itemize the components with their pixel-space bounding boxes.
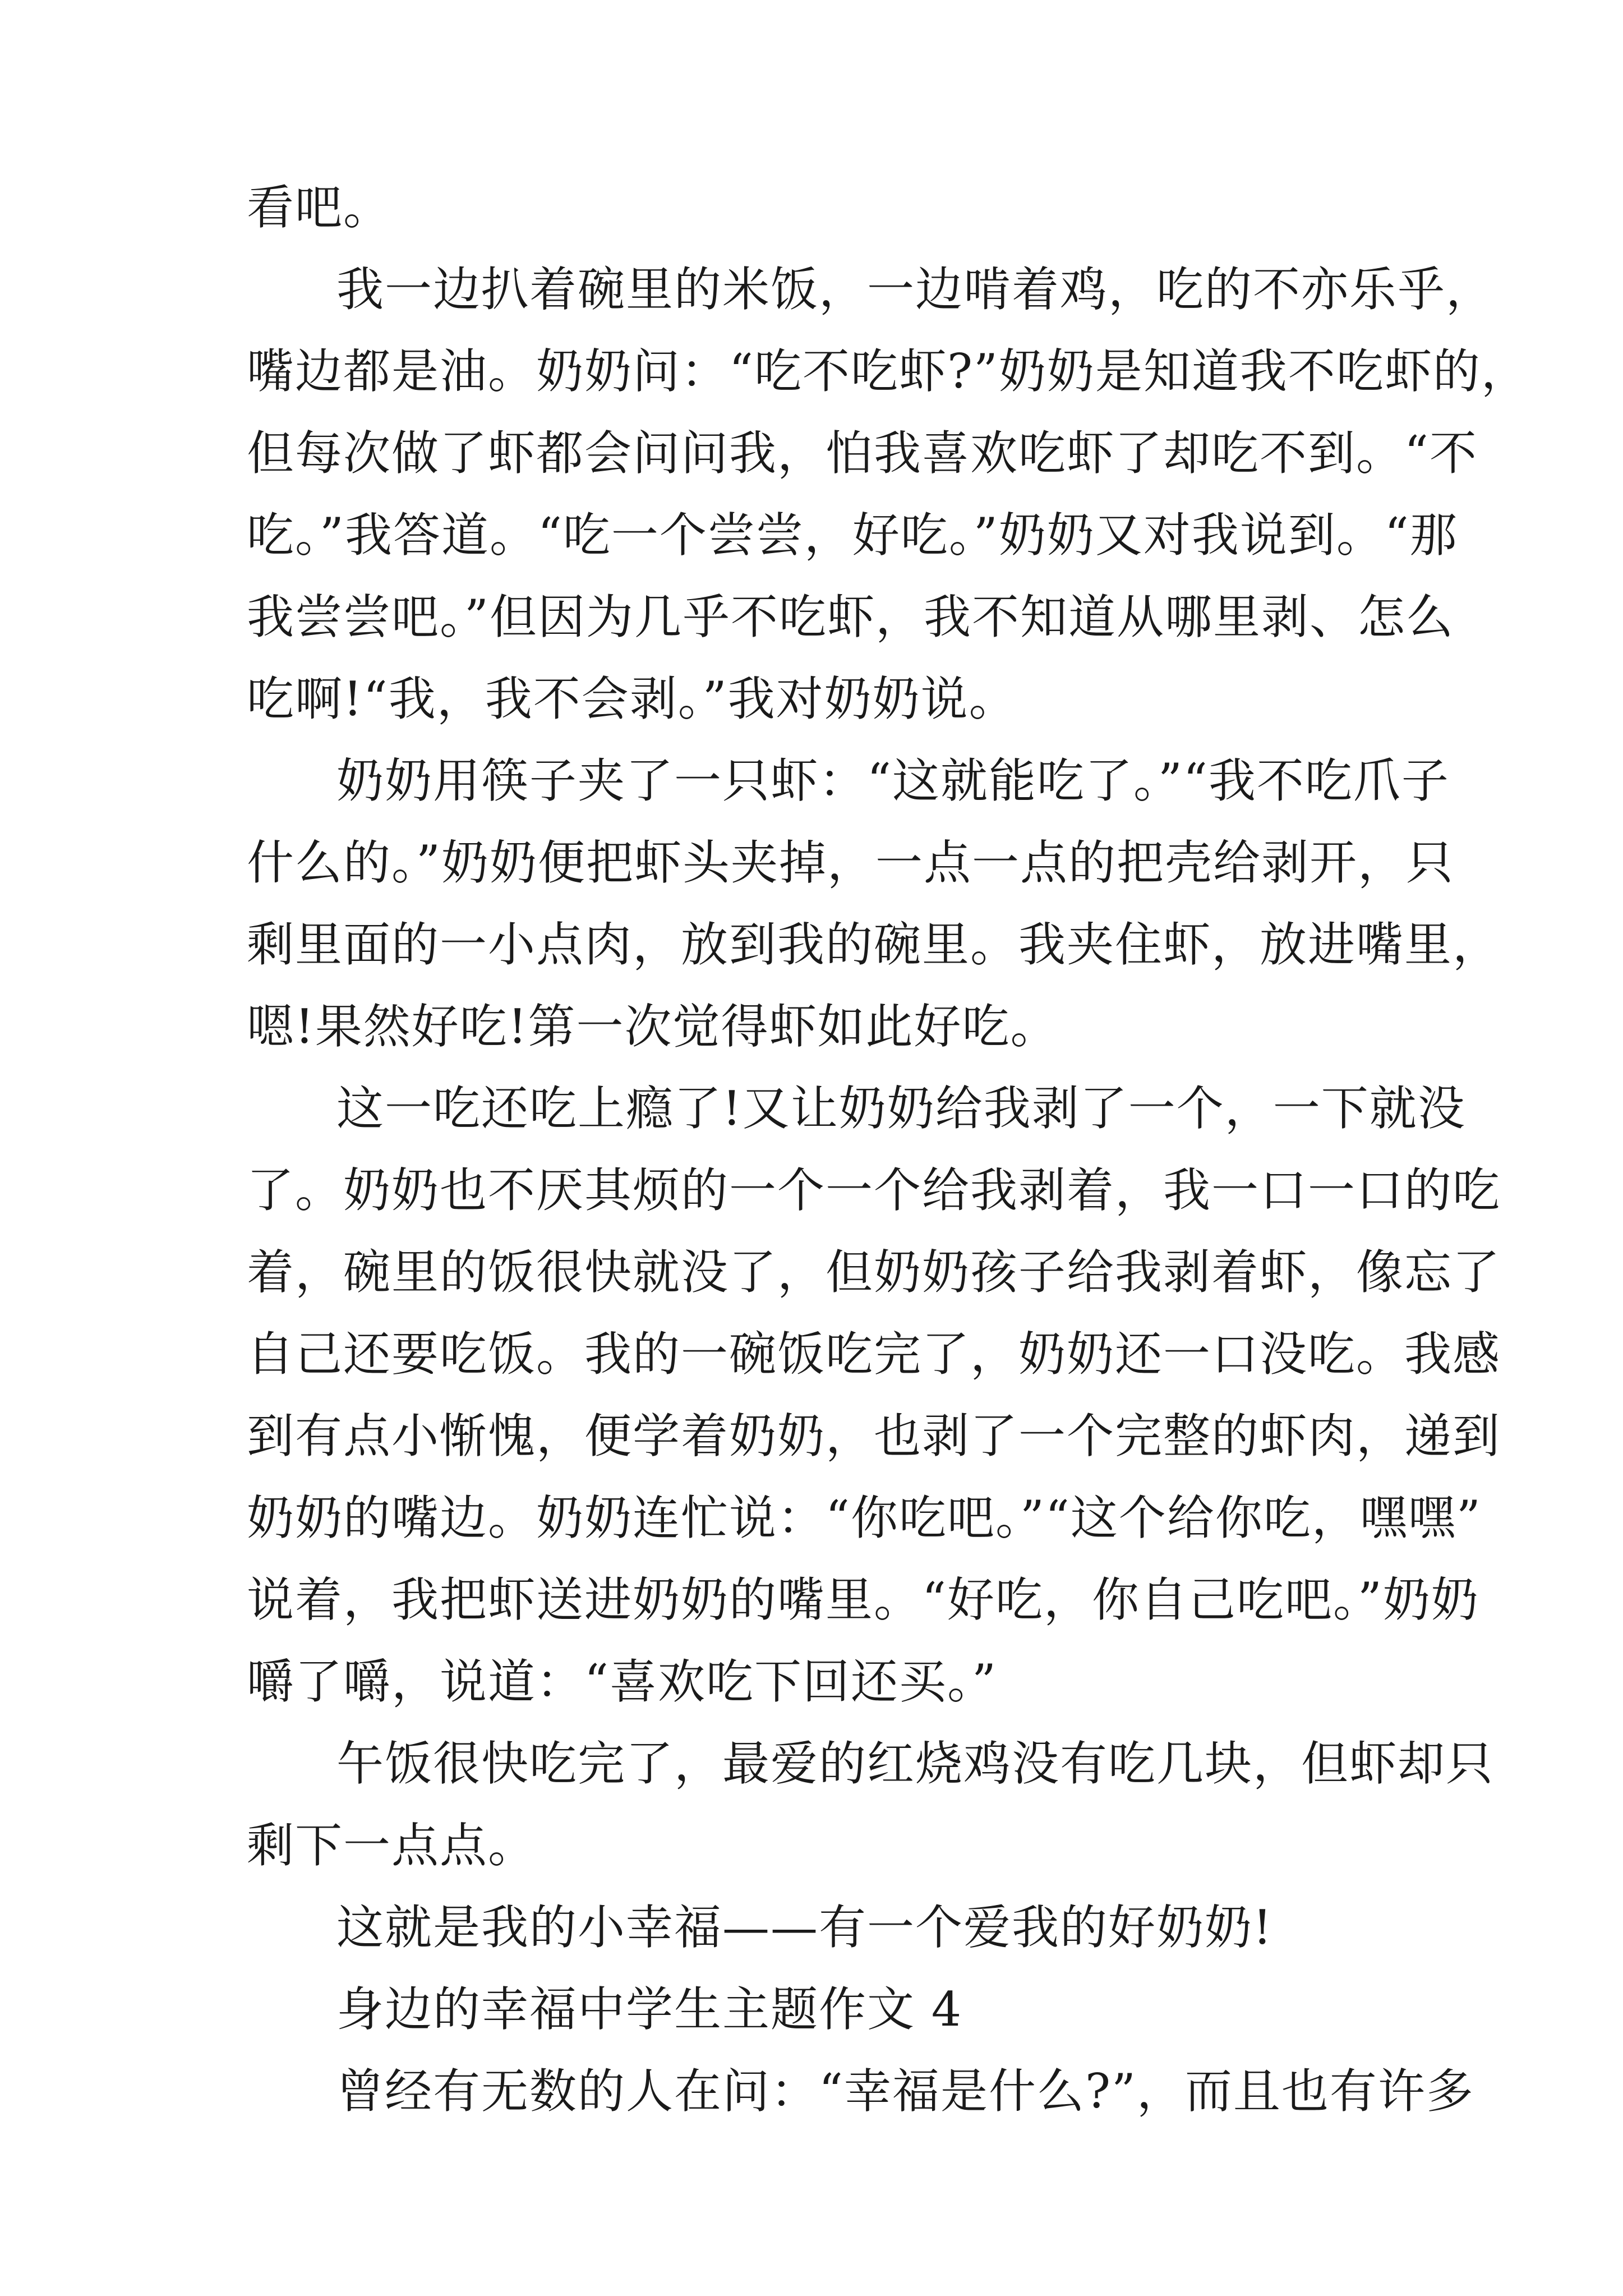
text-line: 剩下一点点。 xyxy=(247,1818,537,1873)
text-line: 奶奶的嘴边。奶奶连忙说：“你吃吧。”“这个给你吃，嘿嘿” xyxy=(247,1490,1482,1545)
text-line: 吃啊!“我，我不会剥。”我对奶奶说。 xyxy=(247,671,1017,726)
paragraph-start-line: 这就是我的小幸福——有一个爱我的好奶奶! xyxy=(336,1900,1273,1955)
text-line: 着，碗里的饭很快就没了，但奶奶孩子给我剥着虾，像忘了 xyxy=(247,1245,1501,1300)
paragraph-start-line: 我一边扒着碗里的米饭，一边啃着鸡，吃的不亦乐乎， xyxy=(336,262,1495,317)
text-line: 嚼了嚼，说道：“喜欢吃下回还买。” xyxy=(247,1654,997,1709)
text-line: 说着，我把虾送进奶奶的嘴里。“好吃，你自己吃吧。”奶奶 xyxy=(247,1572,1479,1627)
text-line: 了。奶奶也不厌其烦的一个一个给我剥着，我一口一口的吃 xyxy=(247,1163,1501,1218)
text-line: 吃。”我答道。“吃一个尝尝，好吃。”奶奶又对我说到。“那 xyxy=(247,508,1458,563)
text-line: 看吧。 xyxy=(247,180,392,235)
text-line: 到有点小惭愧，便学着奶奶，也剥了一个完整的虾肉，递到 xyxy=(247,1409,1501,1464)
paragraph-start-line: 曾经有无数的人在问：“幸福是什么?”，而且也有许多 xyxy=(336,2064,1474,2119)
text-line: 什么的。”奶奶便把虾头夹掉，一点一点的把壳给剥开，只 xyxy=(247,835,1454,890)
text-line: 剩里面的一小点肉，放到我的碗里。我夹住虾，放进嘴里， xyxy=(247,917,1501,972)
text-line: 但每次做了虾都会问问我，怕我喜欢吃虾了却吃不到。“不 xyxy=(247,426,1478,481)
paragraph-start-line: 这一吃还吃上瘾了!又让奶奶给我剥了一个，一下就没 xyxy=(336,1081,1466,1136)
text-line: 自己还要吃饭。我的一碗饭吃完了，奶奶还一口没吃。我感 xyxy=(247,1327,1501,1382)
paragraph-start-line: 奶奶用筷子夹了一只虾：“这就能吃了。”“我不吃爪子 xyxy=(336,753,1450,808)
text-line: 我尝尝吧。”但因为几乎不吃虾，我不知道从哪里剥、怎么 xyxy=(247,590,1454,645)
text-line: 嘴边都是油。奶奶问：“吃不吃虾?”奶奶是知道我不吃虾的， xyxy=(247,344,1529,399)
document-page xyxy=(247,168,1529,2188)
paragraph-start-line: 午饭很快吃完了，最爱的红烧鸡没有吃几块，但虾却只 xyxy=(336,1736,1495,1791)
section-heading: 身边的幸福中学生主题作文 4 xyxy=(336,1982,963,2037)
text-line: 嗯!果然好吃!第一次觉得虾如此好吃。 xyxy=(247,999,1059,1054)
